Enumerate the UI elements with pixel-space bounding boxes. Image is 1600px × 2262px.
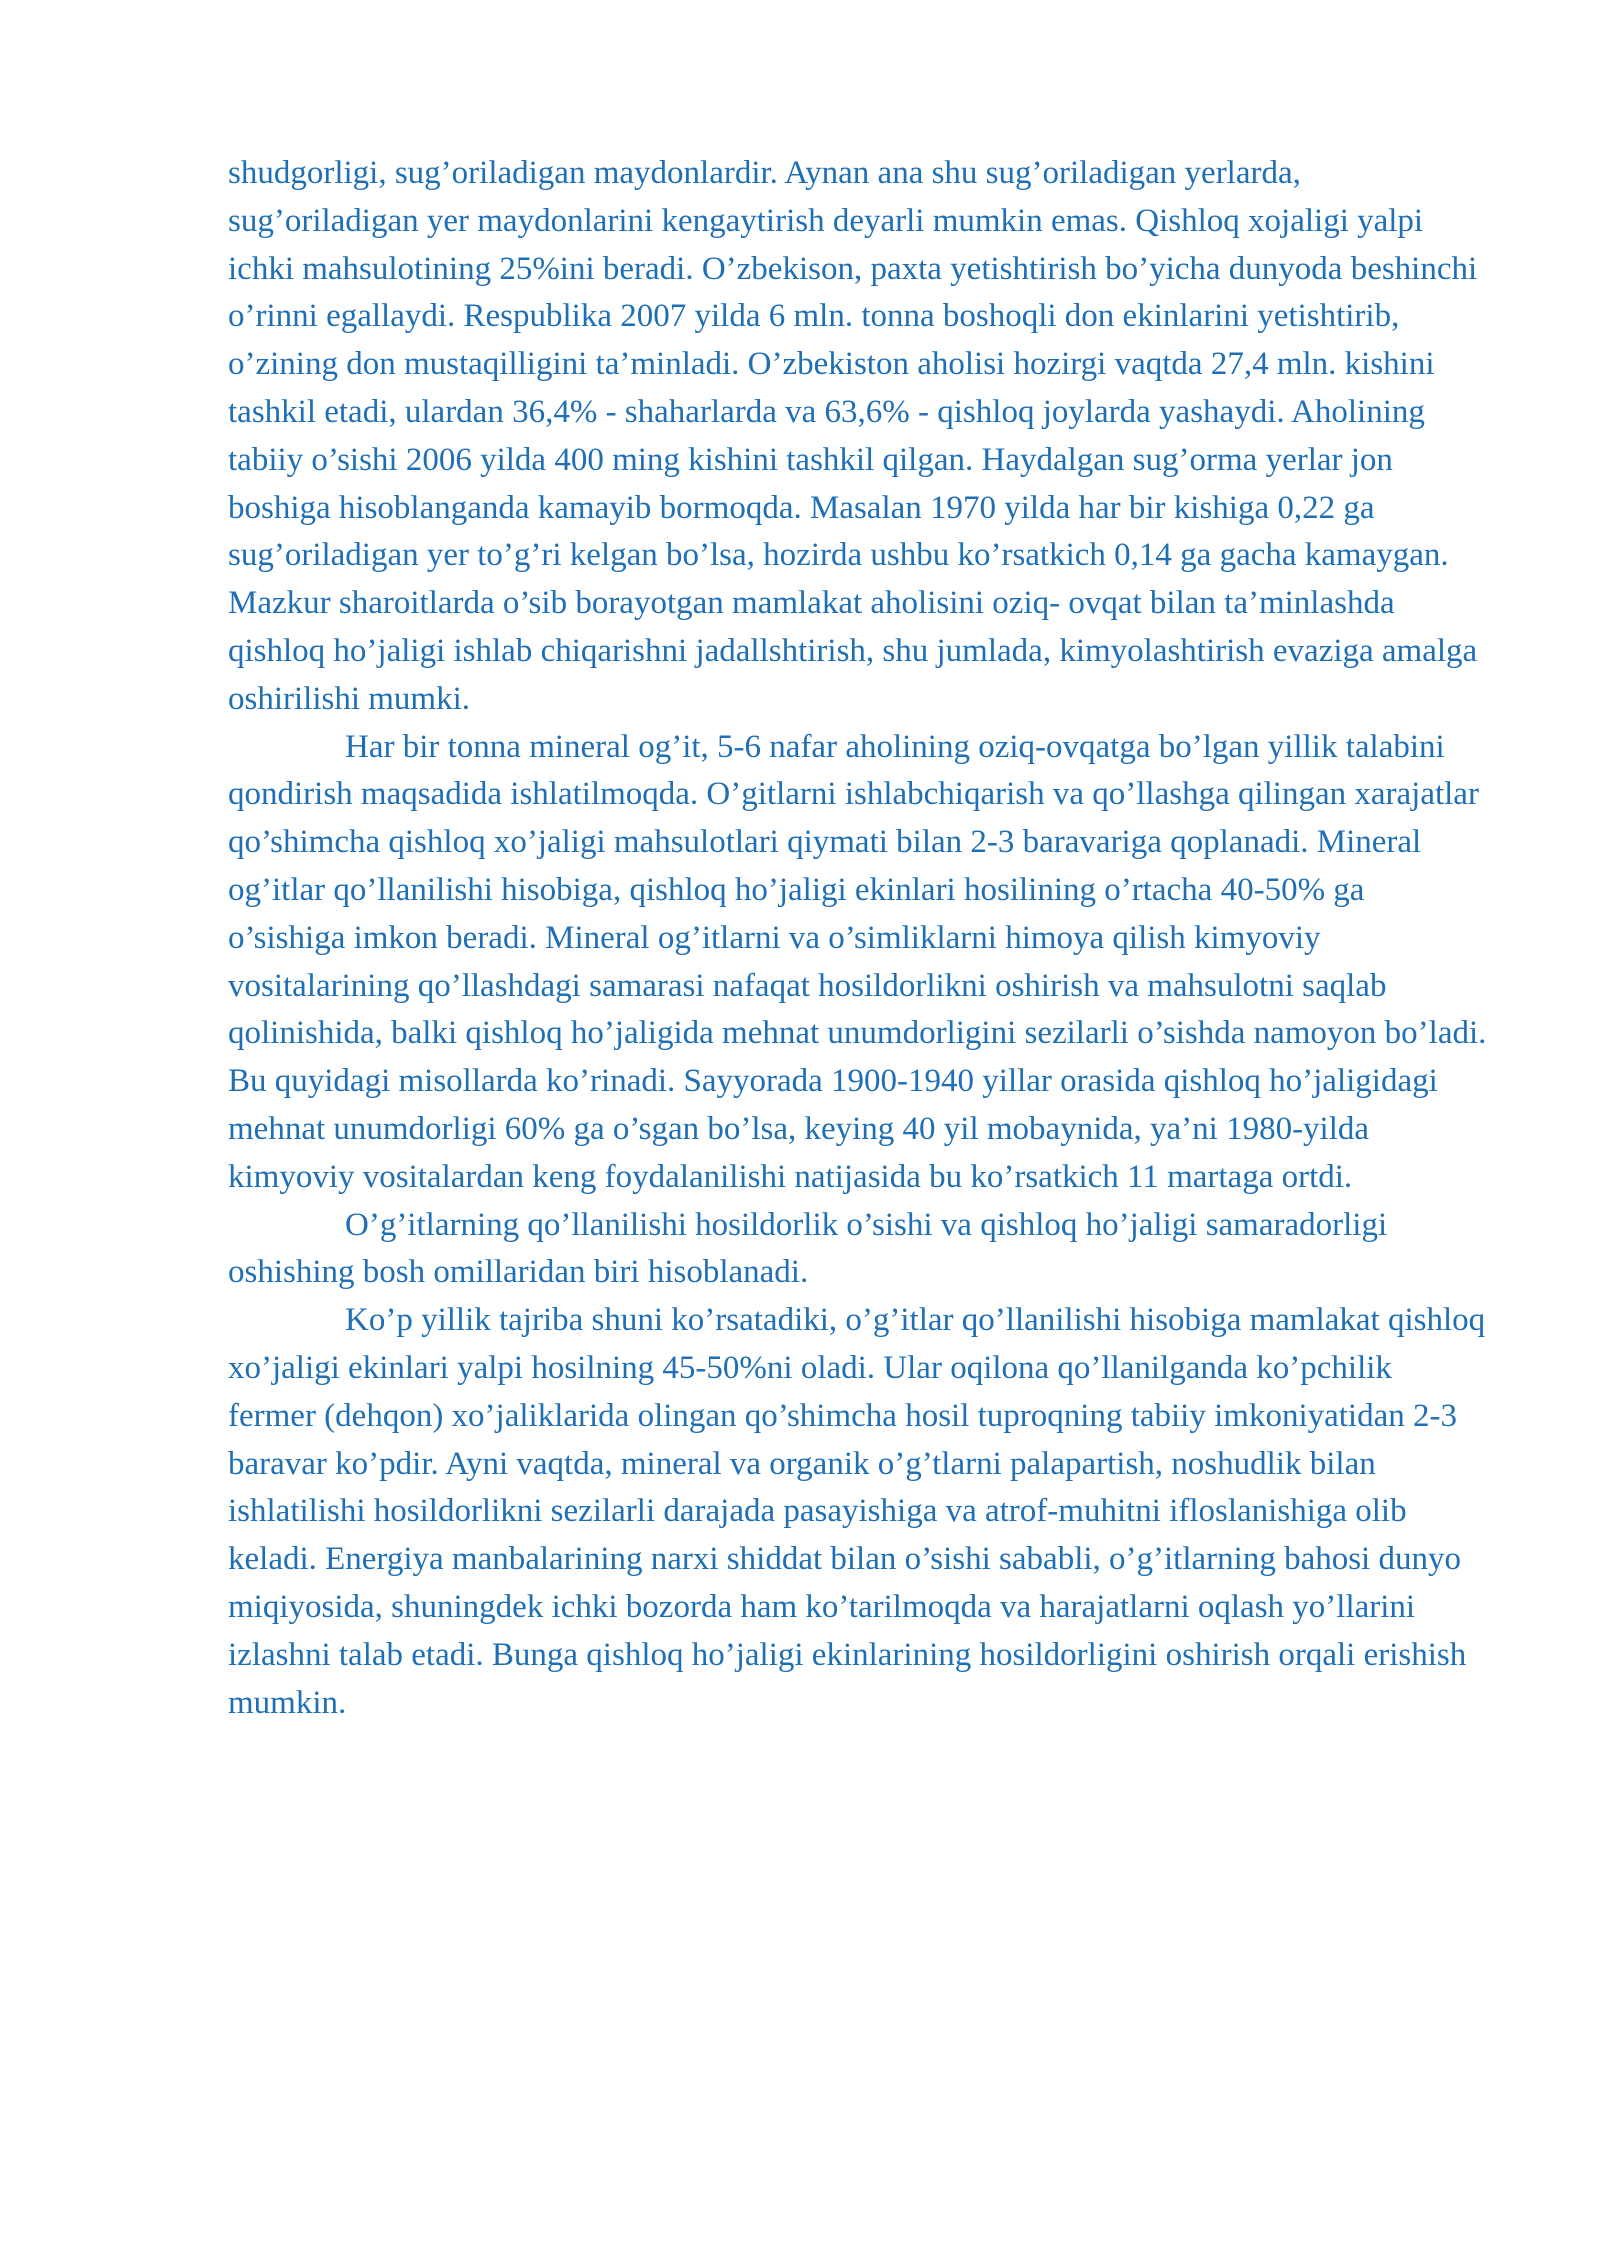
paragraph-4: Ko’p yillik tajriba shuni ko’rsatadiki, o’g’itlar qo’llanilishi hisobiga mamlakat qishloq xo’jaligi ekinlari yalpi hosilning 45-50%ni oladi. Ular oqilona qo’llanilganda ko’pchilik fermer (dehqon) xo’jaliklarida olingan qo’shimcha hosil tuproqning tabiiy imkoniyatidan 2-3 baravar ko’pdir. Ayni vaqtda, mineral va organik o’g’tlarni palapartish, noshudlik bilan ishlatilishi hosildorlikni sezilarli darajada pasayishiga va atrof-muhitni ifloslanishiga olib keladi. Energiya manbalarining narxi shiddat bilan o’sishi sababli, o’g’itlarning bahosi dunyo miqiyosida, shuningdek ichki bozorda ham ko’tarilmoqda va harajatlarni oqlash yo’llarini izlashni talab etadi. Bunga qishloq ho’jaligi ekinlarining hosildorligini oshirish orqali erishish mumkin. [228, 1302, 1486, 1721]
document-body [228, 150, 1488, 1727]
paragraph-3: O’g’itlarning qo’llanilishi hosildorlik o’sishi va qishloq ho’jaligi samaradorligi oshishing bosh omillaridan biri hisoblanadi. [228, 1206, 1388, 1291]
paragraph-2: Har bir tonna mineral og’it, 5-6 nafar aholining oziq-ovqatga bo’lgan yillik talabini qondirish maqsadida ishlatilmoqda. O’gitlarni ishlabchiqarish va qo’llashga qilingan xarajatlar qo’shimcha qishloq xo’jaligi mahsulotlari qiymati bilan 2-3 baravariga qoplanadi. Mineral og’itlar qo’llanilishi hisobiga, qishloq ho’jaligi ekinlari hosilining o’rtacha 40-50% ga o’sishiga imkon beradi. Mineral og’itlarni va o’simliklarni himoya qilish kimyoviy vositalarining qo’llashdagi samarasi nafaqat hosildorlikni oshirish va mahsulotni saqlab qolinishida, balki qishloq ho’jaligida mehnat unumdorligini sezilarli o’sishda namoyon bo’ladi. Bu quyidagi misollarda ko’rinadi. Sayyorada 1900-1940 yillar orasida qishloq ho’jaligidagi mehnat unumdorligi 60% ga o’sgan bo’lsa, keying 40 yil mobaynida, ya’ni 1980-yilda kimyoviy vositalardan keng foydalanilishi natijasida bu ko’rsatkich 11 martaga ortdi. [228, 728, 1487, 1195]
paragraph-1: shudgorligi, sug’oriladigan maydonlardir. Aynan ana shu sug’oriladigan yerlarda, sug’oriladigan yer maydonlarini kengaytirish deyarli mumkin emas. Qishloq xojaligi yalpi ichki mahsulotining 25%ini beradi. O’zbekison, paxta yetishtirish bo’yicha dunyoda beshinchi o’rinni egallaydi. Respublika 2007 yilda 6 mln. tonna boshoqli don ekinlarini yetishtirib, o’zining don mustaqilligini ta’minladi. O’zbekiston aholisi hozirgi vaqtda 27,4 mln. kishini tashkil etadi, ulardan 36,4% - shaharlarda va 63,6% - qishloq joylarda yashaydi. Aholining tabiiy o’sishi 2006 yilda 400 ming kishini tashkil qilgan. Haydalgan sug’orma yerlar jon boshiga hisoblanganda kamayib bormoqda. Masalan 1970 yilda har bir kishiga 0,22 ga sug’oriladigan yer to’g’ri kelgan bo’lsa, hozirda ushbu ko’rsatkich 0,14 ga gacha kamaygan. Mazkur sharoitlarda o’sib borayotgan mamlakat aholisini oziq- ovqat bilan ta’minlashda qishloq ho’jaligi ishlab chiqarishni jadallshtirish, shu jumlada, kimyolashtirish evaziga amalga oshirilishi mumki. [228, 155, 1478, 717]
